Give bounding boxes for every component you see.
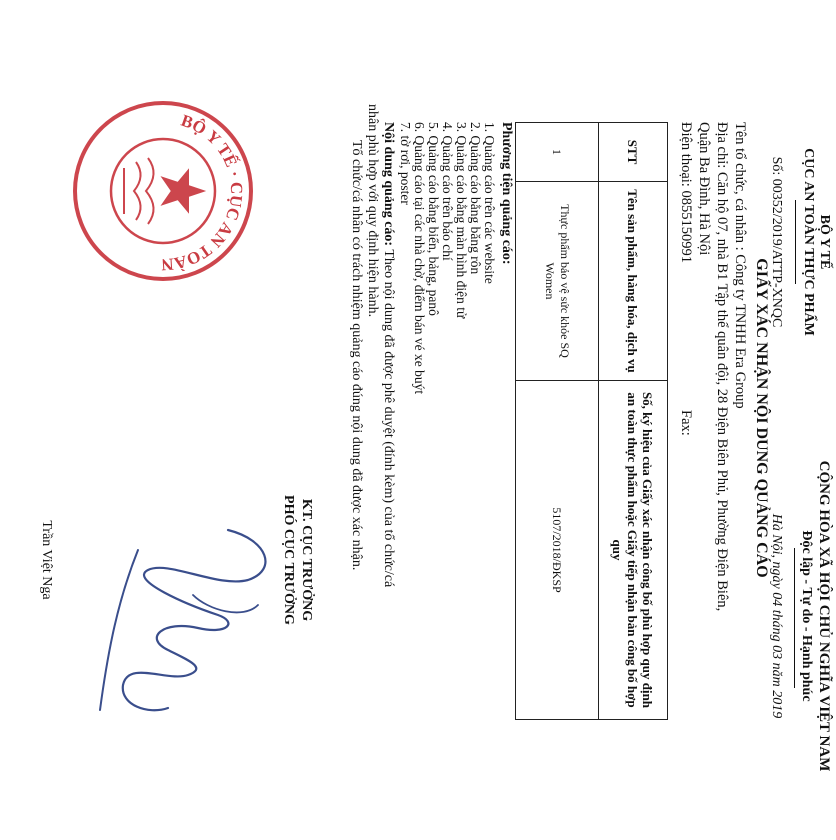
- table-header-code: Số, ký hiệu của Giấy xác nhận công bố phù hợp quy định an toàn thực phẩm hoặc Giấy tiếp nhận bản công bố hợp quy: [599, 381, 668, 720]
- responsibility-text: Tổ chức/cá nhân có trách nhiệm quảng cáo đúng nội dung đã được xác nhận.: [349, 140, 364, 571]
- address-line-1: Địa chỉ: Căn hộ 07, nhà B1 Tập thể quân đội, 28 Điện Biên Phủ, Phường Điện Biên,: [714, 122, 730, 612]
- phone-line: Điện thoại: 0855150991: [678, 122, 694, 263]
- signature-on-behalf: KT. CỤC TRƯỞNG: [299, 498, 314, 622]
- document-title: GIẤY XÁC NHẬN NỘI DUNG QUẢNG CÁO: [753, 258, 770, 578]
- table-cell-stt: 1: [516, 123, 599, 182]
- table-header-stt: STT: [599, 123, 668, 182]
- document-date: Hà Nội, ngày 04 tháng 03 năm 2019: [769, 513, 784, 719]
- table-cell-code: 5107/2018/ĐKSP: [516, 381, 599, 720]
- list-item: 3. Quảng cáo bằng màn hình điện tử: [454, 122, 469, 319]
- table-header-product: Tên sản phẩm, hàng hóa, dịch vụ: [599, 182, 668, 381]
- list-item: 7. tờ rơi, poster: [398, 122, 413, 205]
- stamp-ring-text: BỘ Y TẾ · CỤC AN TOÀN: [160, 110, 247, 275]
- fax-line: Fax:: [678, 410, 694, 436]
- signature-position: PHÓ CỤC TRƯỞNG: [281, 495, 296, 625]
- list-item: 4. Quảng cáo trên báo chí: [440, 122, 455, 261]
- content-label: Nội dung quảng cáo:: [381, 122, 396, 247]
- agency-name: CỤC AN TOÀN THỰC PHẨM: [801, 148, 816, 336]
- list-item: 1. Quảng cáo trên các website: [482, 122, 497, 284]
- list-item: 2. Quảng cáo bằng băng rôn: [468, 122, 483, 275]
- country-name: CỘNG HÒA XÃ HỘI CHỦ NGHĨA VIỆT NAM: [816, 460, 832, 772]
- address-line-2: Quận Ba Đình, Hà Nội: [696, 122, 712, 256]
- document-number: Số: 00352/2019/ATTP-XNQC: [769, 156, 784, 328]
- table-cell-product: Thực phẩm bảo vệ sức khỏe SQ Women: [516, 182, 599, 381]
- ministry-name: BỘ Y TẾ: [817, 214, 832, 270]
- org-name-line: Tên tổ chức, cá nhân : Công ty TNHH Era Group: [732, 122, 748, 409]
- content-text-1: Theo nội dung đã được phê duyệt (đính kèm) của tổ chức/cá: [381, 246, 396, 588]
- list-item: 6. Quảng cáo tại các nhà chờ, điểm bán vé xe buýt: [412, 122, 427, 395]
- list-item: 5. Quảng cáo bằng biển, bảng, panô: [426, 122, 441, 316]
- media-heading: Phương tiện quảng cáo:: [499, 122, 514, 265]
- signer-name: Trần Việt Nga: [39, 520, 54, 600]
- content-line-2: nhân phù hợp với quy định hiện hành.: [365, 104, 380, 318]
- national-motto: Độc lập - Tự do - Hạnh phúc: [799, 530, 814, 702]
